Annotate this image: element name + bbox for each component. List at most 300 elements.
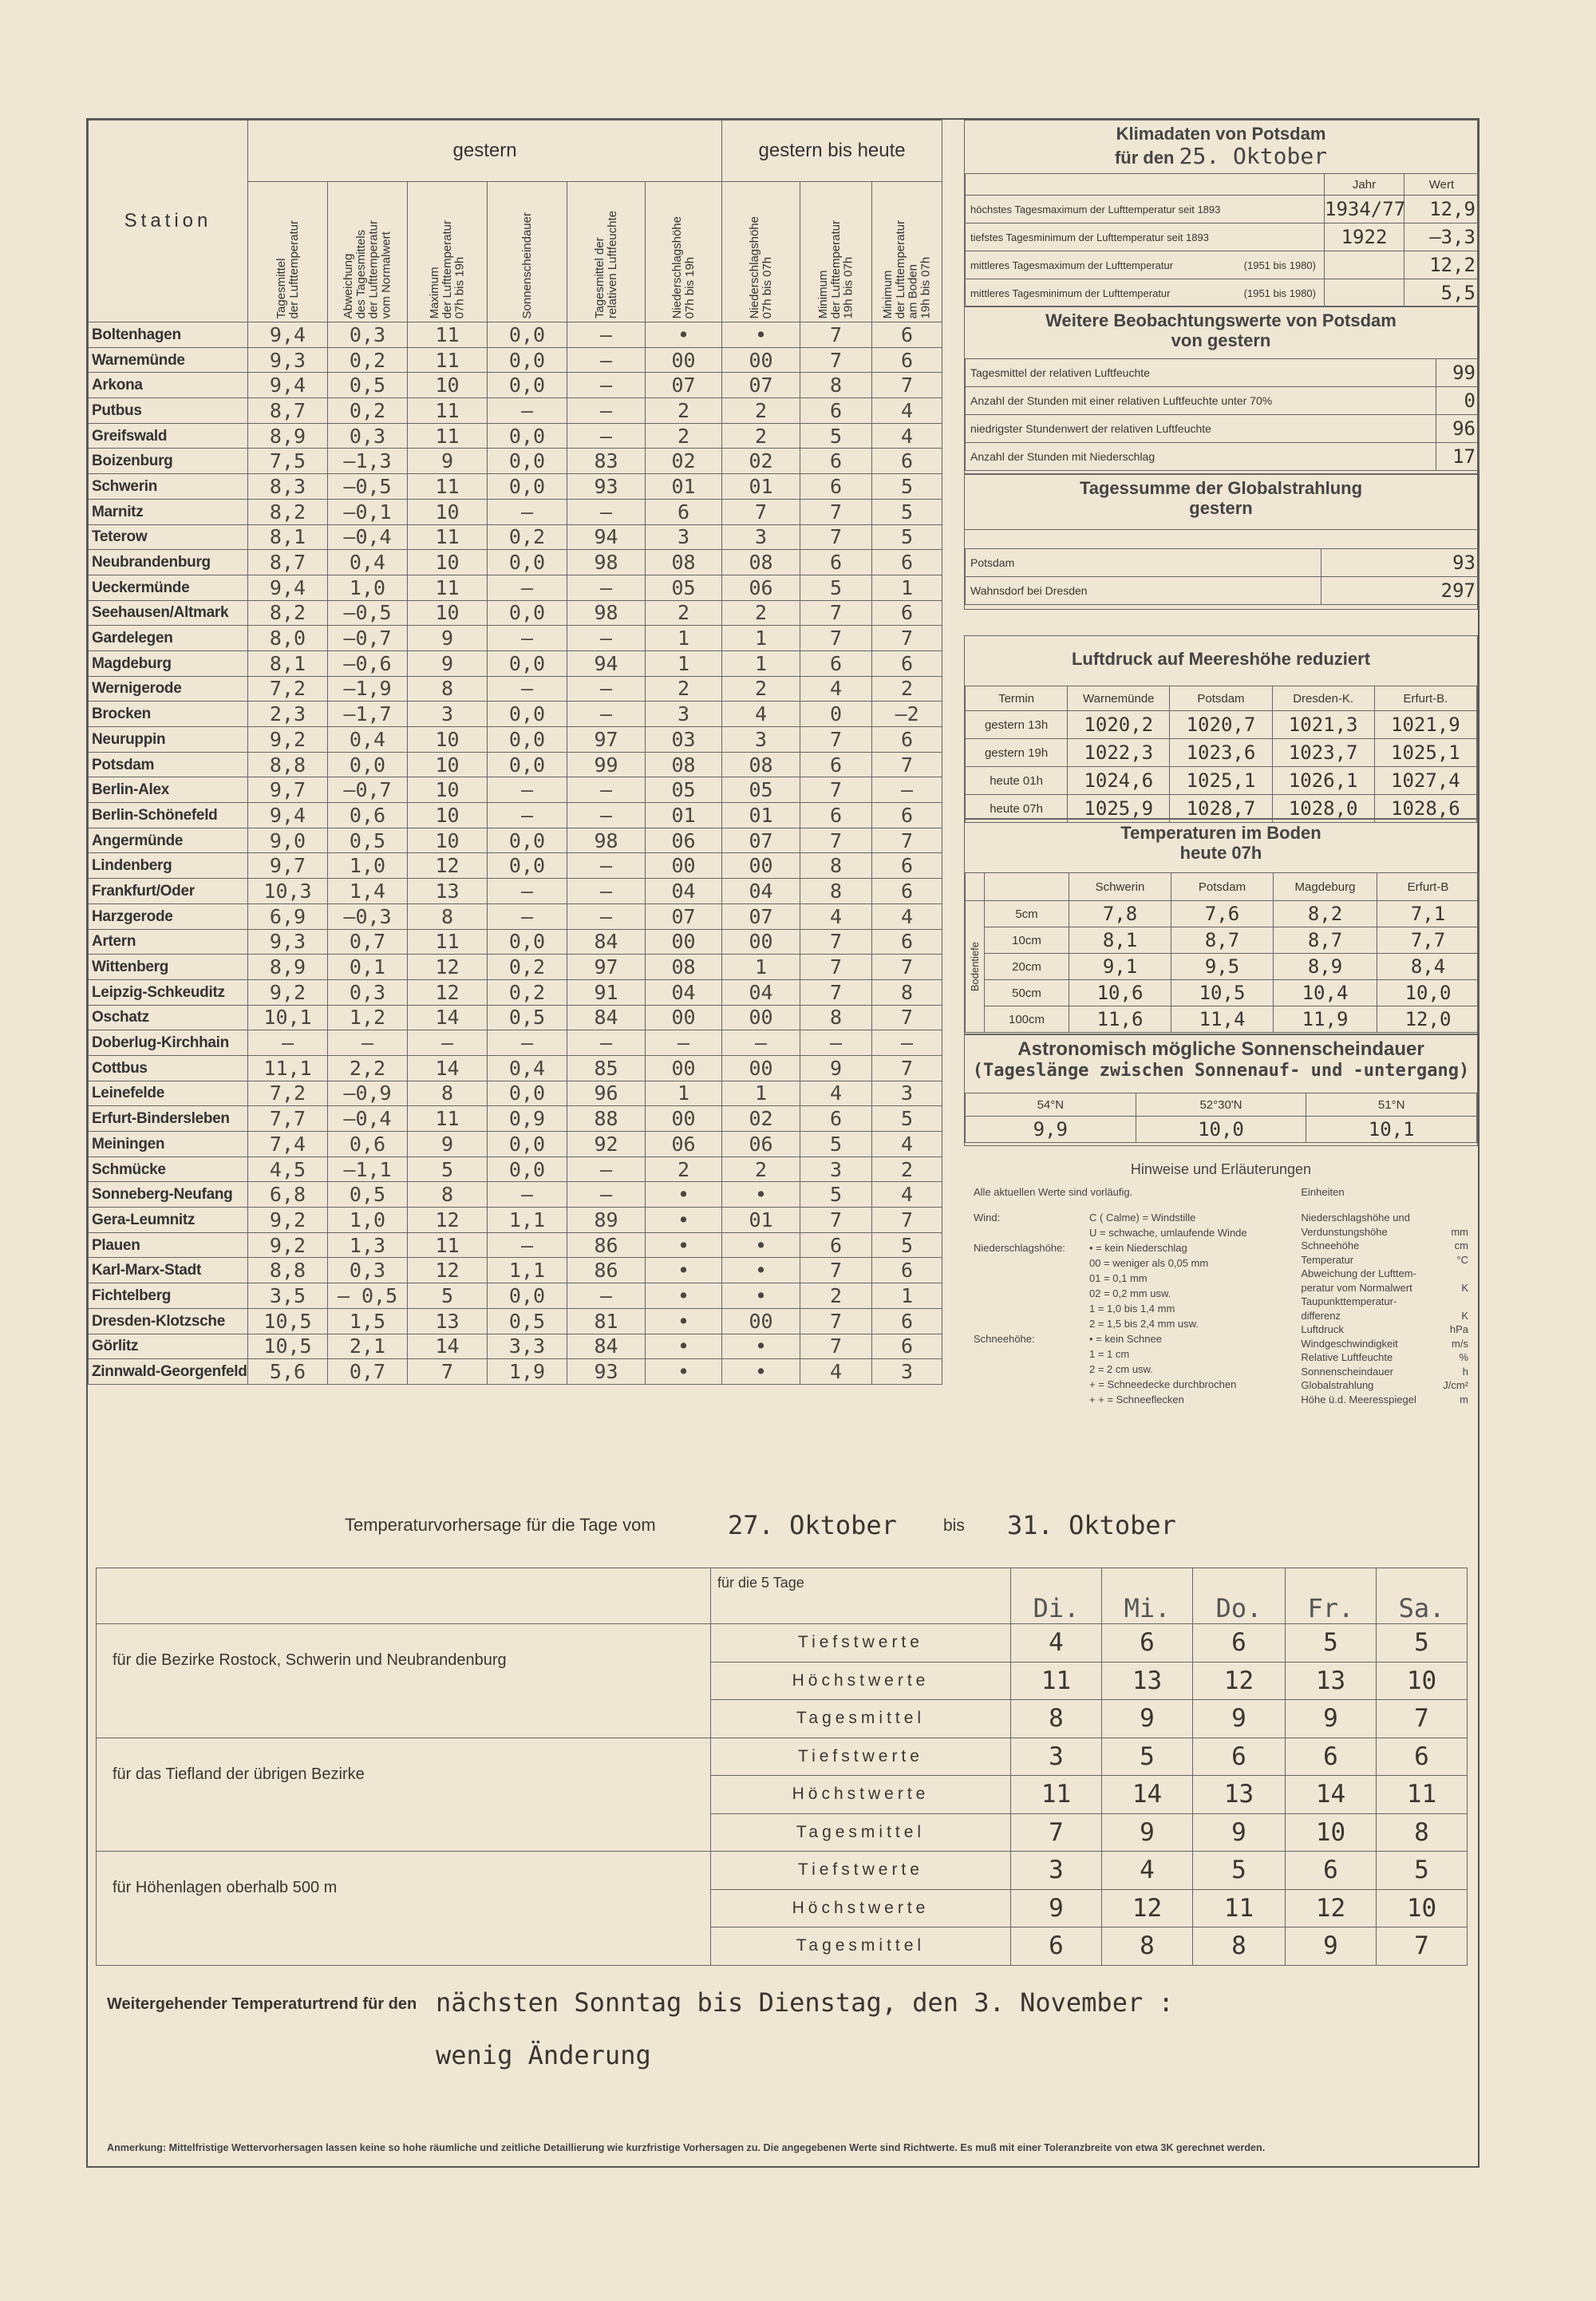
table-row bbox=[89, 777, 942, 803]
station-value: 06 bbox=[722, 1132, 800, 1157]
luftdruck-header: Potsdam bbox=[1170, 686, 1272, 711]
station-value: 9,4 bbox=[248, 575, 328, 600]
station-value: 11 bbox=[408, 423, 488, 449]
column-header bbox=[800, 182, 872, 322]
station-value: 9,2 bbox=[248, 727, 328, 753]
klimadaten-box bbox=[964, 120, 1478, 306]
station-value: –2 bbox=[872, 702, 942, 727]
forecast-value: 14 bbox=[1102, 1776, 1193, 1814]
station-value: 0,5 bbox=[328, 373, 408, 398]
station-value: 8 bbox=[408, 1081, 488, 1106]
station-table bbox=[88, 120, 942, 1385]
forecast-day: Do. bbox=[1193, 1568, 1286, 1624]
luftdruck-value: 1028,6 bbox=[1374, 795, 1476, 823]
column-header bbox=[872, 182, 942, 322]
station-value: 9,3 bbox=[248, 347, 328, 373]
station-value: 8 bbox=[408, 903, 488, 929]
station-value: 07 bbox=[722, 903, 800, 929]
station-value: –1,9 bbox=[328, 676, 408, 702]
forecast-value: 12 bbox=[1286, 1889, 1377, 1927]
station-name: Karl-Marx-Stadt bbox=[89, 1258, 248, 1283]
station-value: 8,9 bbox=[248, 955, 328, 980]
boden-subtitle: heute 07h bbox=[1179, 843, 1262, 864]
table-row bbox=[89, 803, 942, 828]
station-value: 2 bbox=[722, 398, 800, 424]
station-value: 3 bbox=[646, 524, 722, 550]
forecast-value: 6 bbox=[1286, 1852, 1377, 1890]
weitere-value: 0 bbox=[1436, 387, 1479, 415]
station-value: 00 bbox=[722, 929, 800, 955]
forecast-corner bbox=[97, 1568, 711, 1624]
forecast-value: 6 bbox=[1377, 1738, 1468, 1776]
station-name: Cottbus bbox=[89, 1055, 248, 1081]
group-header-gestern: gestern bbox=[248, 121, 722, 182]
table-row bbox=[89, 1334, 942, 1359]
station-value: 0,5 bbox=[328, 1182, 408, 1208]
station-value: 1 bbox=[722, 1081, 800, 1106]
station-value: 07 bbox=[722, 373, 800, 398]
station-value: 0,0 bbox=[488, 1283, 567, 1309]
luftdruck-header: Termin bbox=[966, 686, 1068, 711]
table-row bbox=[89, 398, 942, 424]
station-value: 02 bbox=[646, 449, 722, 474]
klima-label-text: mittleres Tagesminimum der Lufttemperatur bbox=[970, 287, 1171, 299]
station-value: 0,6 bbox=[328, 803, 408, 828]
station-value: 98 bbox=[567, 828, 646, 853]
forecast-region: für die Bezirke Rostock, Schwerin und Neubrandenburg bbox=[97, 1624, 711, 1738]
station-value: 2 bbox=[646, 676, 722, 702]
station-value: 7 bbox=[800, 1308, 872, 1334]
boden-value: 10,5 bbox=[1171, 980, 1274, 1006]
column-header bbox=[567, 182, 646, 322]
station-value: – bbox=[567, 575, 646, 600]
global-row bbox=[966, 549, 1479, 577]
station-value: 0,0 bbox=[488, 727, 567, 753]
column-header-label: Minimum der Lufttemperatur am Boden 19h bis 07h bbox=[881, 219, 933, 318]
table-row bbox=[89, 550, 942, 575]
station-value: – bbox=[248, 1030, 328, 1056]
station-value: 88 bbox=[567, 1106, 646, 1132]
klima-row bbox=[966, 223, 1479, 251]
station-value: 7 bbox=[872, 828, 942, 853]
hinweis-line bbox=[974, 1318, 1288, 1333]
station-value: 6 bbox=[872, 322, 942, 348]
station-value: 2 bbox=[722, 676, 800, 702]
station-value: 14 bbox=[408, 1005, 488, 1030]
table-row bbox=[89, 1005, 942, 1030]
station-value: 2 bbox=[872, 1156, 942, 1182]
station-value: – bbox=[722, 1030, 800, 1056]
station-value: 0,0 bbox=[488, 347, 567, 373]
station-value: 9 bbox=[408, 650, 488, 676]
station-value: 4 bbox=[872, 1182, 942, 1208]
luftdruck-termin: heute 07h bbox=[966, 795, 1068, 823]
station-value: 99 bbox=[567, 752, 646, 777]
station-value: 7 bbox=[800, 727, 872, 753]
boden-box bbox=[964, 819, 1478, 1034]
boden-value: 8,7 bbox=[1171, 927, 1274, 954]
klimadaten-date: 25. Oktober bbox=[1179, 143, 1328, 170]
station-value: 8,8 bbox=[248, 752, 328, 777]
station-value: 14 bbox=[408, 1055, 488, 1081]
weitere-row bbox=[966, 387, 1479, 415]
station-value: 0,0 bbox=[488, 322, 567, 348]
station-value: –1,7 bbox=[328, 702, 408, 727]
station-value: 6 bbox=[872, 449, 942, 474]
weitere-value: 96 bbox=[1436, 415, 1479, 443]
station-value: 00 bbox=[646, 929, 722, 955]
hinweis-text: • = kein Niederschlag bbox=[1089, 1242, 1187, 1254]
station-value: 0,0 bbox=[488, 550, 567, 575]
station-value: – bbox=[567, 499, 646, 524]
station-value: 7 bbox=[800, 955, 872, 980]
klima-wert: 12,2 bbox=[1404, 251, 1479, 279]
forecast-value: 7 bbox=[1377, 1700, 1468, 1738]
station-value: 5 bbox=[872, 499, 942, 524]
sonne-table bbox=[965, 1093, 1477, 1143]
weitere-subtitle: von gestern bbox=[1171, 330, 1271, 351]
luftdruck-termin: gestern 13h bbox=[966, 711, 1068, 739]
station-name: Meiningen bbox=[89, 1132, 248, 1157]
station-name: Schmücke bbox=[89, 1156, 248, 1182]
hinweis-line bbox=[974, 1378, 1288, 1394]
station-value: • bbox=[646, 1308, 722, 1334]
station-value: 7,2 bbox=[248, 676, 328, 702]
station-name: Neuruppin bbox=[89, 727, 248, 753]
hinweis-text: 2 = 2 cm usw. bbox=[1089, 1363, 1153, 1375]
luftdruck-value: 1020,2 bbox=[1068, 711, 1170, 739]
station-value: – bbox=[488, 1030, 567, 1056]
station-name: Marnitz bbox=[89, 499, 248, 524]
klima-wert: 12,9 bbox=[1404, 196, 1479, 223]
station-value: 1,2 bbox=[328, 1005, 408, 1030]
station-value: 8,9 bbox=[248, 423, 328, 449]
station-value: –0,5 bbox=[328, 600, 408, 626]
forecast-type: Tiefstwerte bbox=[711, 1852, 1011, 1890]
station-value: – bbox=[488, 1182, 567, 1208]
einheit-line bbox=[1301, 1338, 1468, 1352]
station-value: 1 bbox=[646, 626, 722, 651]
station-name: Wernigerode bbox=[89, 676, 248, 702]
station-value: 00 bbox=[646, 853, 722, 879]
station-value: 85 bbox=[567, 1055, 646, 1081]
station-value: 01 bbox=[722, 1208, 800, 1233]
station-value: – bbox=[488, 676, 567, 702]
forecast-value: 12 bbox=[1193, 1662, 1286, 1700]
klima-label bbox=[966, 196, 1325, 223]
klima-label-text: tiefstes Tagesminimum der Lufttemperatur seit 1893 bbox=[970, 231, 1209, 243]
einheit-line bbox=[1301, 1239, 1468, 1254]
luftdruck-row bbox=[966, 711, 1477, 739]
boden-depth: 20cm bbox=[985, 954, 1069, 980]
station-value: –0,3 bbox=[328, 903, 408, 929]
forecast-value: 9 bbox=[1286, 1700, 1377, 1738]
einheit-line bbox=[1301, 1226, 1468, 1240]
weitere-table bbox=[965, 358, 1479, 471]
klima-period: (1951 bis 1980) bbox=[1243, 287, 1316, 299]
boden-title: Temperaturen im Boden bbox=[1120, 823, 1321, 843]
hinweis-line bbox=[974, 1348, 1288, 1363]
group-header-gestern-bis-heute: gestern bis heute bbox=[722, 121, 942, 182]
station-value: –0,7 bbox=[328, 777, 408, 803]
global-title: Tagessumme der Globalstrahlung bbox=[1079, 478, 1363, 498]
station-value: 0,7 bbox=[328, 929, 408, 955]
forecast-value: 6 bbox=[1102, 1624, 1193, 1662]
station-value: 7 bbox=[800, 322, 872, 348]
station-value: • bbox=[646, 1232, 722, 1258]
luftdruck-value: 1023,6 bbox=[1170, 739, 1272, 767]
station-value: 8,2 bbox=[248, 499, 328, 524]
hinweis-text: 00 = weniger als 0,05 mm bbox=[1089, 1257, 1209, 1269]
klima-jahr bbox=[1325, 251, 1404, 279]
einheit-line bbox=[1301, 1295, 1468, 1310]
station-value: 9 bbox=[800, 1055, 872, 1081]
boden-value: 8,2 bbox=[1274, 901, 1377, 927]
station-value: • bbox=[722, 1359, 800, 1385]
station-value: 02 bbox=[722, 1106, 800, 1132]
station-value: 6 bbox=[646, 499, 722, 524]
klima-row bbox=[966, 251, 1479, 279]
station-value: • bbox=[722, 1232, 800, 1258]
station-value: 5 bbox=[408, 1283, 488, 1309]
station-value: 10 bbox=[408, 752, 488, 777]
luftdruck-value: 1028,0 bbox=[1272, 795, 1374, 823]
station-value: 0,3 bbox=[328, 322, 408, 348]
station-value: 6 bbox=[800, 398, 872, 424]
hinweis-key bbox=[974, 1272, 1089, 1287]
station-value: 05 bbox=[646, 575, 722, 600]
boden-value: 10,6 bbox=[1069, 980, 1171, 1006]
forecast-value: 13 bbox=[1102, 1662, 1193, 1700]
station-name: Warnemünde bbox=[89, 347, 248, 373]
station-value: 1,0 bbox=[328, 1208, 408, 1233]
weitere-value: 99 bbox=[1436, 359, 1479, 387]
global-label: Wahnsdorf bei Dresden bbox=[966, 577, 1321, 605]
global-row bbox=[966, 577, 1479, 605]
luftdruck-box bbox=[964, 635, 1478, 819]
sonne-subtitle: (Tageslänge zwischen Sonnenauf- und -untergang) bbox=[972, 1060, 1470, 1081]
einheit-name: Niederschlagshöhe und bbox=[1301, 1212, 1410, 1224]
hinweis-line bbox=[974, 1333, 1288, 1348]
station-value: 10 bbox=[408, 550, 488, 575]
luftdruck-value: 1025,1 bbox=[1170, 767, 1272, 795]
station-value: 11 bbox=[408, 398, 488, 424]
station-value: 06 bbox=[646, 828, 722, 853]
station-value: • bbox=[722, 1283, 800, 1309]
station-value: 1 bbox=[722, 955, 800, 980]
station-value: 03 bbox=[646, 727, 722, 753]
column-header bbox=[646, 182, 722, 322]
station-value: – bbox=[488, 879, 567, 904]
station-value: • bbox=[646, 1208, 722, 1233]
station-value: –0,5 bbox=[328, 474, 408, 500]
klimadaten-table bbox=[965, 173, 1479, 307]
station-value: –0,4 bbox=[328, 1106, 408, 1132]
boden-depth: 50cm bbox=[985, 980, 1069, 1006]
station-value: – bbox=[328, 1030, 408, 1056]
hinweis-key bbox=[974, 1378, 1089, 1394]
weitere-label: niedrigster Stundenwert der relativen Luftfeuchte bbox=[966, 415, 1436, 443]
station-value: 81 bbox=[567, 1308, 646, 1334]
einheiten-title: Einheiten bbox=[1301, 1186, 1345, 1198]
station-value: 84 bbox=[567, 1005, 646, 1030]
einheit-unit: °C bbox=[1456, 1253, 1468, 1266]
table-row bbox=[89, 979, 942, 1005]
station-name: Angermünde bbox=[89, 828, 248, 853]
einheit-line bbox=[1301, 1267, 1468, 1282]
station-value: 0,0 bbox=[488, 650, 567, 676]
boden-value: 7,1 bbox=[1377, 901, 1479, 927]
station-value: 6 bbox=[872, 600, 942, 626]
station-value: 0,2 bbox=[488, 979, 567, 1005]
table-row bbox=[89, 879, 942, 904]
forecast-value: 5 bbox=[1377, 1624, 1468, 1662]
weitere-box bbox=[964, 306, 1478, 474]
luftdruck-row bbox=[966, 739, 1477, 767]
station-value: 6,8 bbox=[248, 1182, 328, 1208]
table-row bbox=[89, 650, 942, 676]
boden-side-label bbox=[966, 901, 985, 1033]
station-value: – bbox=[488, 903, 567, 929]
hinweis-key: Niederschlagshöhe: bbox=[974, 1242, 1065, 1254]
klimadaten-for-label: für den bbox=[1114, 148, 1175, 168]
klima-jahr bbox=[1325, 279, 1404, 307]
table-row bbox=[89, 373, 942, 398]
station-value: 8,7 bbox=[248, 398, 328, 424]
station-value: 7 bbox=[800, 929, 872, 955]
station-value: 00 bbox=[722, 1055, 800, 1081]
luftdruck-value: 1021,3 bbox=[1272, 711, 1374, 739]
table-row bbox=[89, 752, 942, 777]
station-value: – bbox=[567, 803, 646, 828]
klima-wert: –3,3 bbox=[1404, 223, 1479, 251]
station-value: 00 bbox=[722, 1005, 800, 1030]
luftdruck-header: Dresden-K. bbox=[1272, 686, 1374, 711]
forecast-value: 6 bbox=[1286, 1738, 1377, 1776]
station-value: • bbox=[722, 1182, 800, 1208]
forecast-day: Fr. bbox=[1286, 1568, 1377, 1624]
station-value: – bbox=[567, 423, 646, 449]
station-value: 00 bbox=[722, 347, 800, 373]
station-value: –0,1 bbox=[328, 499, 408, 524]
station-value: 0,0 bbox=[488, 828, 567, 853]
forecast-title: Temperaturvorhersage für die Tage vom bbox=[345, 1515, 656, 1535]
table-row bbox=[89, 1258, 942, 1283]
station-value: 8 bbox=[800, 879, 872, 904]
station-value: 92 bbox=[567, 1132, 646, 1157]
station-name: Berlin-Schönefeld bbox=[89, 803, 248, 828]
station-value: –0,4 bbox=[328, 524, 408, 550]
station-value: 5 bbox=[800, 1132, 872, 1157]
station-value: 7 bbox=[872, 752, 942, 777]
station-value: 0,0 bbox=[488, 449, 567, 474]
table-row bbox=[89, 626, 942, 651]
station-value: 0,0 bbox=[488, 752, 567, 777]
station-value: 3 bbox=[872, 1359, 942, 1385]
station-value: 4 bbox=[800, 1081, 872, 1106]
station-value: 10 bbox=[408, 600, 488, 626]
station-value: 07 bbox=[646, 373, 722, 398]
station-value: 6 bbox=[872, 347, 942, 373]
station-value: 3 bbox=[800, 1156, 872, 1182]
hinweis-line bbox=[974, 1287, 1288, 1303]
station-value: 98 bbox=[567, 600, 646, 626]
forecast-value: 9 bbox=[1193, 1700, 1286, 1738]
station-value: 8 bbox=[408, 676, 488, 702]
luftdruck-value: 1023,7 bbox=[1272, 739, 1374, 767]
station-value: – bbox=[567, 1030, 646, 1056]
station-value: 12 bbox=[408, 1208, 488, 1233]
hinweise-intro: Alle aktuellen Werte sind vorläufig. bbox=[974, 1186, 1133, 1198]
station-value: 13 bbox=[408, 879, 488, 904]
station-value: • bbox=[646, 1258, 722, 1283]
luftdruck-row bbox=[966, 767, 1477, 795]
luftdruck-header: Erfurt-B. bbox=[1374, 686, 1476, 711]
weitere-row bbox=[966, 443, 1479, 471]
boden-value: 9,1 bbox=[1069, 954, 1171, 980]
hinweis-key bbox=[974, 1318, 1089, 1333]
station-value: – bbox=[488, 398, 567, 424]
table-row bbox=[89, 575, 942, 600]
station-value: 84 bbox=[567, 929, 646, 955]
station-value: 00 bbox=[722, 1308, 800, 1334]
station-name: Oschatz bbox=[89, 1005, 248, 1030]
hinweis-line bbox=[974, 1394, 1288, 1409]
station-value: 10,3 bbox=[248, 879, 328, 904]
station-value: 10,1 bbox=[248, 1005, 328, 1030]
hinweis-line bbox=[974, 1227, 1288, 1242]
hinweis-text: 01 = 0,1 mm bbox=[1089, 1272, 1148, 1284]
station-value: 11 bbox=[408, 524, 488, 550]
column-header bbox=[248, 182, 328, 322]
boden-header: Erfurt-B bbox=[1377, 873, 1479, 901]
forecast-row bbox=[97, 1852, 1468, 1890]
hinweis-key bbox=[974, 1348, 1089, 1363]
station-value: – bbox=[567, 1156, 646, 1182]
einheit-name: Sonnenscheindauer bbox=[1301, 1365, 1393, 1378]
station-name: Plauen bbox=[89, 1232, 248, 1258]
hinweis-text: 02 = 0,2 mm usw. bbox=[1089, 1287, 1171, 1299]
forecast-to: 31. Oktober bbox=[1007, 1510, 1176, 1540]
station-value: 98 bbox=[567, 550, 646, 575]
station-value: 10 bbox=[408, 777, 488, 803]
station-value: 7,2 bbox=[248, 1081, 328, 1106]
station-value: 02 bbox=[722, 449, 800, 474]
column-header bbox=[488, 182, 567, 322]
table-row bbox=[89, 322, 942, 348]
boden-value: 8,1 bbox=[1069, 927, 1171, 954]
station-value: 7 bbox=[872, 1208, 942, 1233]
station-value: 7 bbox=[872, 1005, 942, 1030]
einheit-name: Schneehöhe bbox=[1301, 1239, 1360, 1251]
station-name: Boizenburg bbox=[89, 449, 248, 474]
column-header-label: Niederschlagshöhe 07h bis 19h bbox=[670, 215, 697, 318]
station-value: 7 bbox=[800, 626, 872, 651]
boden-value: 11,4 bbox=[1171, 1006, 1274, 1033]
station-value: 6 bbox=[800, 1232, 872, 1258]
einheit-name: peratur vom Normalwert bbox=[1301, 1281, 1412, 1294]
station-value: 0,5 bbox=[488, 1005, 567, 1030]
station-value: – bbox=[567, 626, 646, 651]
einheit-name: Temperatur bbox=[1301, 1253, 1354, 1266]
einheit-name: Globalstrahlung bbox=[1301, 1379, 1374, 1391]
station-value: 1,1 bbox=[488, 1258, 567, 1283]
einheit-unit: J/cm² bbox=[1443, 1379, 1468, 1391]
station-value: 6 bbox=[800, 803, 872, 828]
col-jahr: Jahr bbox=[1325, 174, 1404, 196]
station-value: 00 bbox=[646, 1005, 722, 1030]
einheit-name: Taupunkttemperatur- bbox=[1301, 1295, 1397, 1307]
